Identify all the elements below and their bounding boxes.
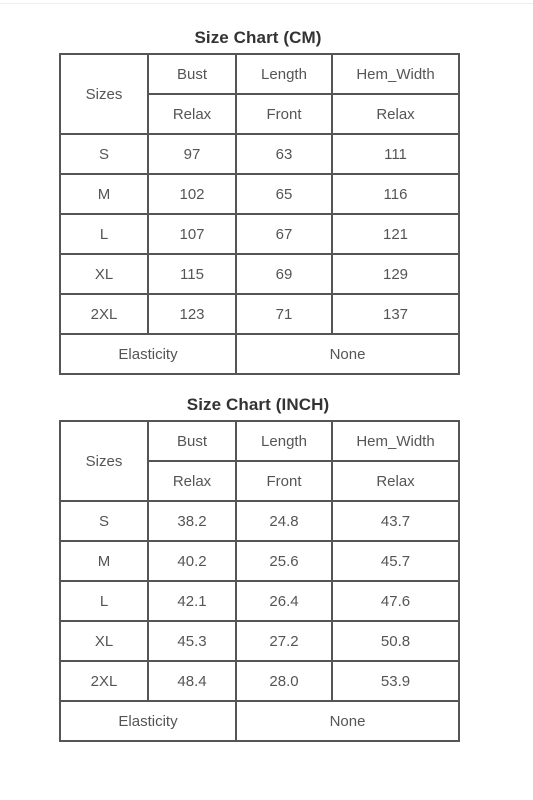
bust-subheader-cell: Relax: [148, 461, 236, 501]
length-cell: 27.2: [236, 621, 332, 661]
cm-size-table: [59, 53, 460, 375]
table-footer-row: [60, 701, 459, 741]
hem-width-cell: 116: [332, 174, 459, 214]
length-cell: 69: [236, 254, 332, 294]
table-row: [60, 501, 459, 541]
bust-cell: 40.2: [148, 541, 236, 581]
size-cell: S: [60, 501, 148, 541]
elasticity-label-cell: Elasticity: [60, 334, 236, 374]
table-row: [60, 294, 459, 334]
hem-width-header-cell: Hem_Width: [332, 54, 459, 94]
table-row: [60, 214, 459, 254]
top-divider: [0, 3, 533, 4]
bust-subheader-cell: Relax: [148, 94, 236, 134]
elasticity-value-cell: None: [236, 701, 459, 741]
size-cell: L: [60, 214, 148, 254]
length-cell: 65: [236, 174, 332, 214]
length-cell: 24.8: [236, 501, 332, 541]
length-cell: 25.6: [236, 541, 332, 581]
table-row: [60, 134, 459, 174]
hem-width-cell: 121: [332, 214, 459, 254]
table-row: [60, 581, 459, 621]
bust-cell: 107: [148, 214, 236, 254]
inch-size-table: [59, 420, 460, 742]
size-cell: M: [60, 541, 148, 581]
size-cell: 2XL: [60, 294, 148, 334]
sizes-header-cell: Sizes: [60, 54, 148, 134]
size-cell: S: [60, 134, 148, 174]
table-row: [60, 174, 459, 214]
hem-width-header-cell: Hem_Width: [332, 421, 459, 461]
bust-cell: 45.3: [148, 621, 236, 661]
bust-cell: 123: [148, 294, 236, 334]
size-cell: XL: [60, 254, 148, 294]
size-cell: L: [60, 581, 148, 621]
size-cell: M: [60, 174, 148, 214]
length-cell: 26.4: [236, 581, 332, 621]
hem-width-cell: 53.9: [332, 661, 459, 701]
table-row: [60, 541, 459, 581]
table-row: [60, 661, 459, 701]
bust-cell: 38.2: [148, 501, 236, 541]
bust-cell: 42.1: [148, 581, 236, 621]
bust-cell: 115: [148, 254, 236, 294]
hem-width-subheader-cell: Relax: [332, 461, 459, 501]
elasticity-label-cell: Elasticity: [60, 701, 236, 741]
length-header-cell: Length: [236, 421, 332, 461]
length-cell: 28.0: [236, 661, 332, 701]
length-header-cell: Length: [236, 54, 332, 94]
length-cell: 71: [236, 294, 332, 334]
table-row: [60, 621, 459, 661]
hem-width-cell: 111: [332, 134, 459, 174]
size-cell: 2XL: [60, 661, 148, 701]
cm-chart-title: Size Chart (CM): [194, 28, 322, 47]
hem-width-cell: 50.8: [332, 621, 459, 661]
table-header-row: [60, 421, 459, 461]
elasticity-value-cell: None: [236, 334, 459, 374]
bust-header-cell: Bust: [148, 421, 236, 461]
size-cell: XL: [60, 621, 148, 661]
hem-width-cell: 137: [332, 294, 459, 334]
bust-cell: 97: [148, 134, 236, 174]
hem-width-cell: 45.7: [332, 541, 459, 581]
length-cell: 63: [236, 134, 332, 174]
sizes-header-cell: Sizes: [60, 421, 148, 501]
bust-header-cell: Bust: [148, 54, 236, 94]
hem-width-subheader-cell: Relax: [332, 94, 459, 134]
table-header-row: [60, 54, 459, 94]
length-cell: 67: [236, 214, 332, 254]
length-subheader-cell: Front: [236, 461, 332, 501]
bust-cell: 48.4: [148, 661, 236, 701]
hem-width-cell: 43.7: [332, 501, 459, 541]
hem-width-cell: 129: [332, 254, 459, 294]
table-footer-row: [60, 334, 459, 374]
length-subheader-cell: Front: [236, 94, 332, 134]
bust-cell: 102: [148, 174, 236, 214]
hem-width-cell: 47.6: [332, 581, 459, 621]
inch-chart-title: Size Chart (INCH): [186, 395, 330, 414]
table-row: [60, 254, 459, 294]
